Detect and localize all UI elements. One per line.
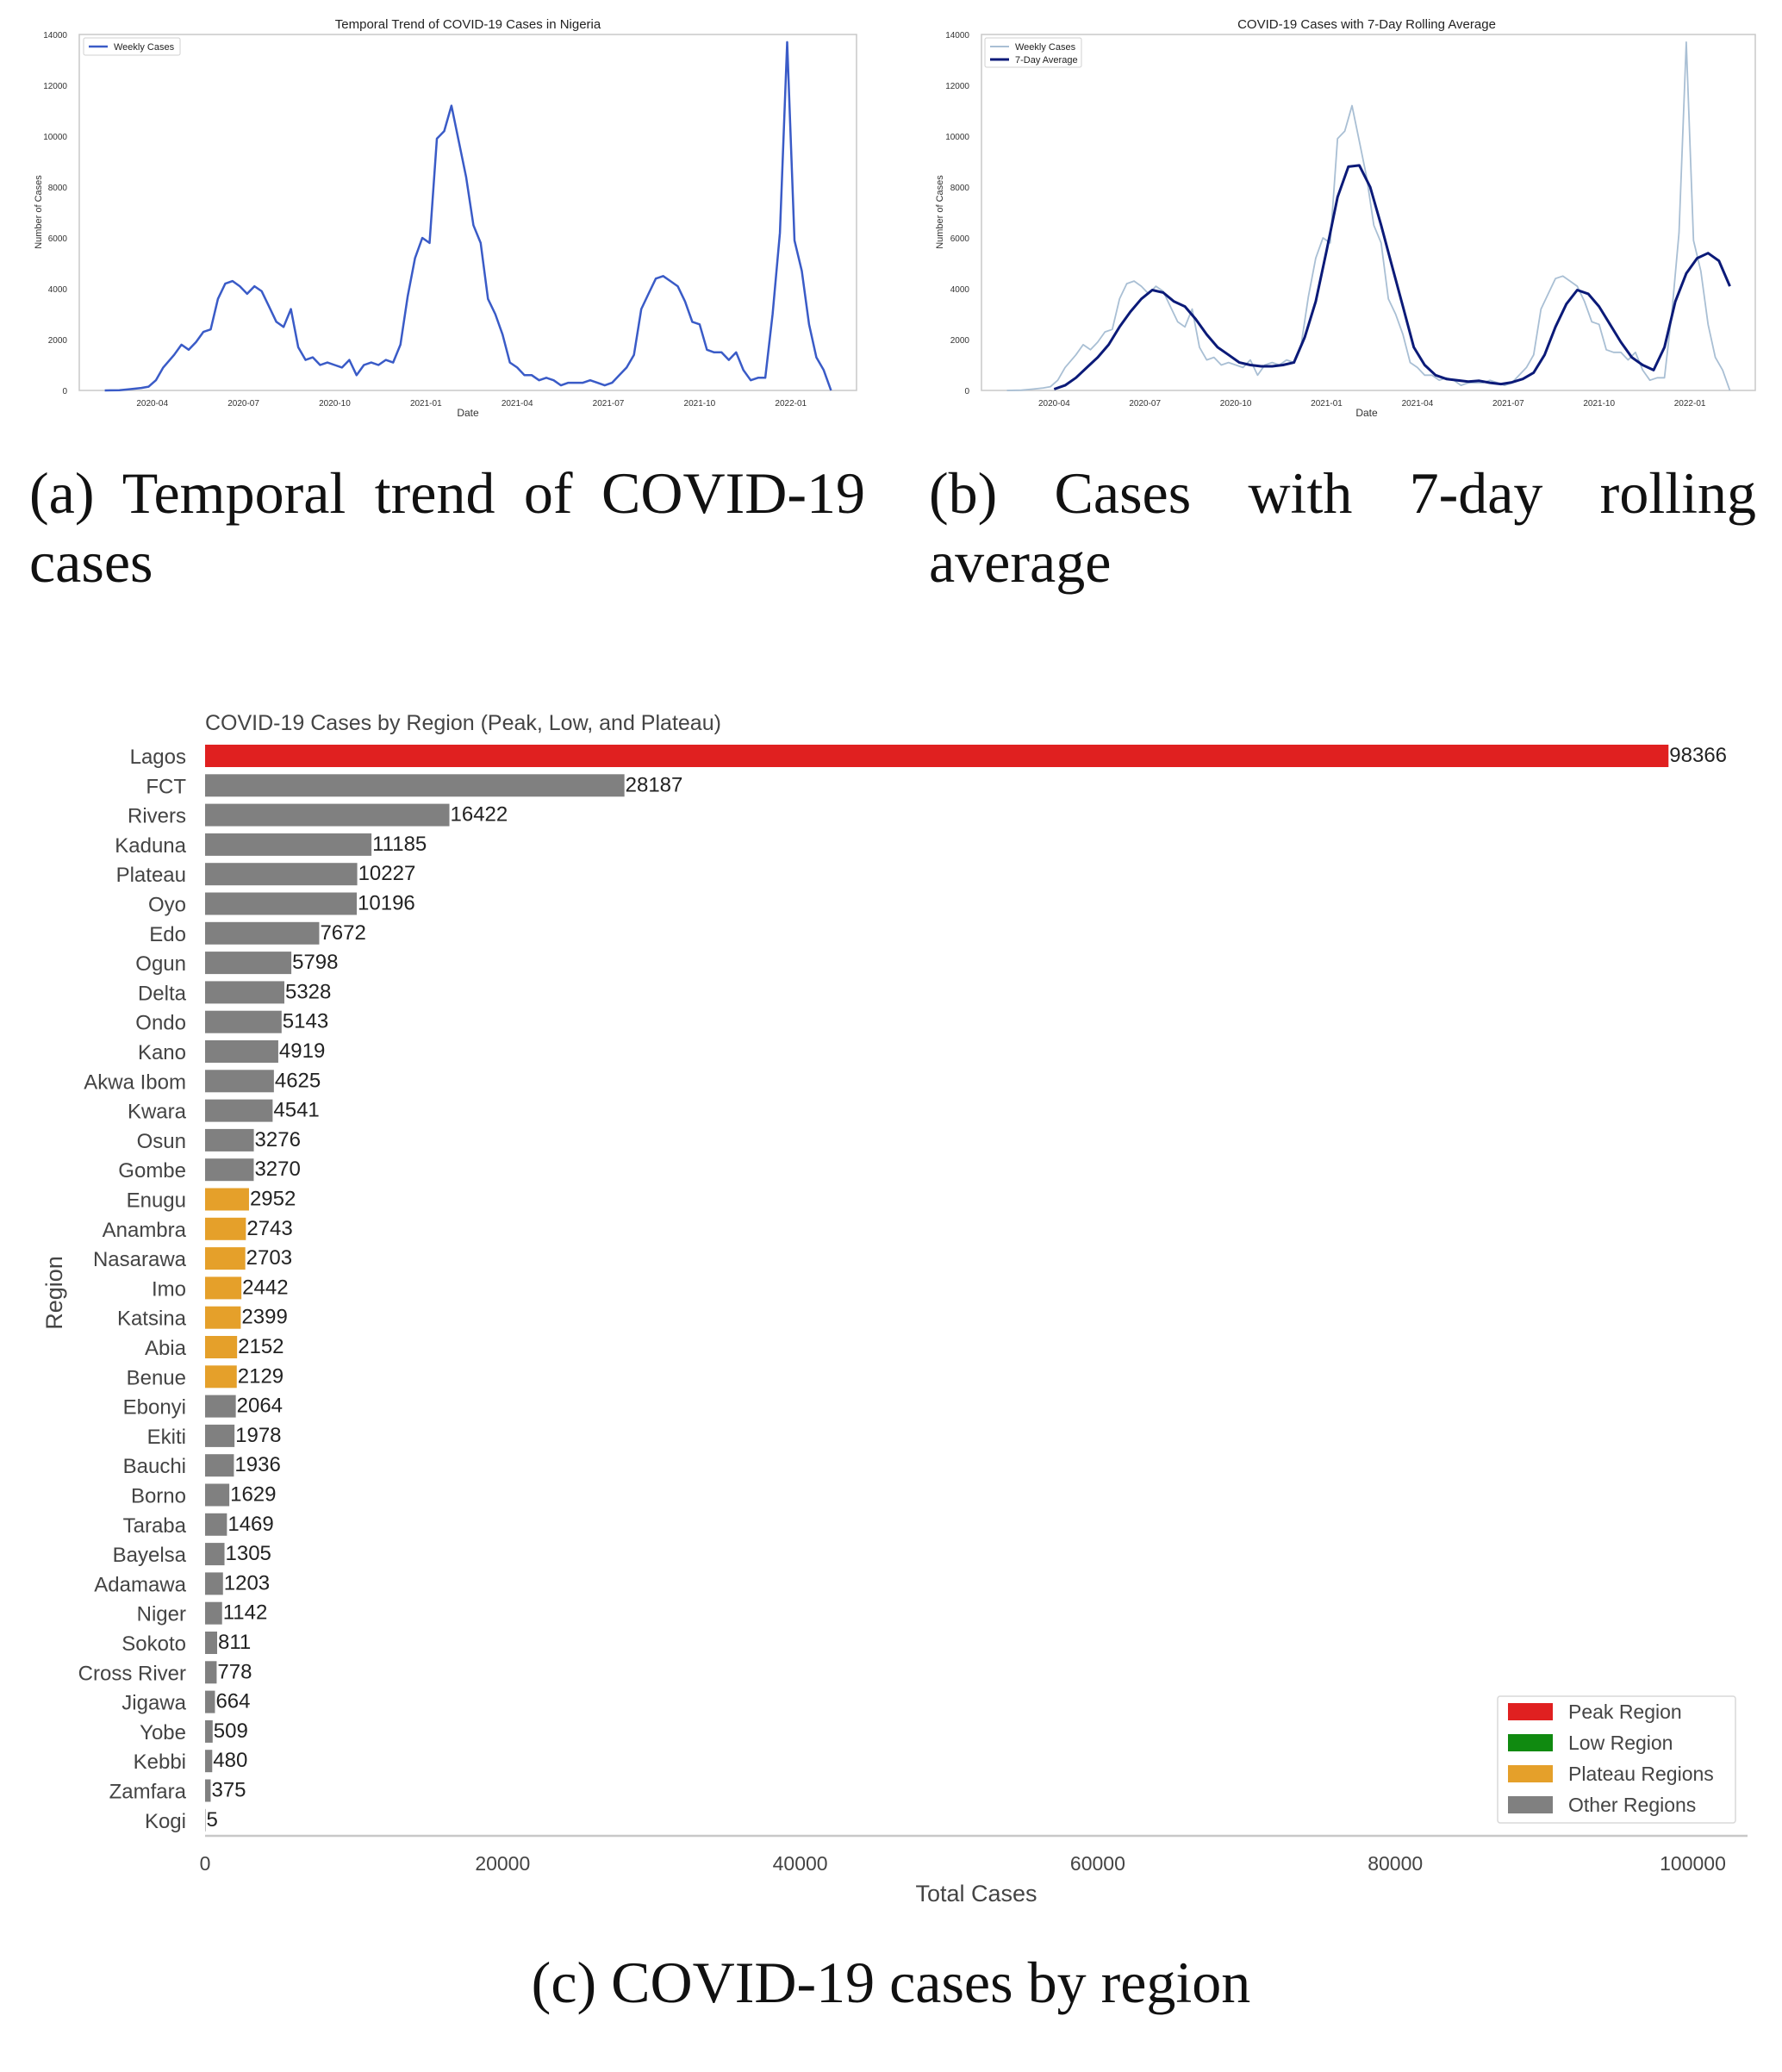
bar-cross-river — [205, 1661, 216, 1683]
category-label: Ondo — [135, 1011, 186, 1035]
bar-yobe — [205, 1720, 213, 1743]
series-line-weekly-cases — [1007, 42, 1730, 390]
category-label: Oyo — [147, 893, 186, 917]
value-label: 811 — [218, 1631, 252, 1654]
value-label: 7672 — [320, 921, 366, 945]
bar-kano — [205, 1040, 278, 1063]
x-tick-label: 2021-07 — [1492, 399, 1524, 409]
bar-enugu — [205, 1189, 249, 1211]
category-label: Kano — [137, 1041, 186, 1064]
chart-a — [34, 17, 857, 419]
category-label: Osun — [136, 1129, 186, 1153]
x-tick-label: 100000 — [1660, 1852, 1726, 1875]
value-label: 4919 — [278, 1039, 326, 1063]
value-label: 509 — [213, 1719, 248, 1743]
bar-abia — [205, 1336, 237, 1358]
x-tick-label: 2021-01 — [1311, 399, 1343, 409]
bar-bauchi — [205, 1454, 234, 1476]
value-label: 480 — [213, 1749, 248, 1773]
category-label: Gombe — [118, 1159, 186, 1183]
chart-b-y-ticks — [945, 31, 969, 396]
value-label: 3276 — [254, 1127, 301, 1151]
bar-anambra — [205, 1218, 246, 1240]
x-tick-label: 2022-01 — [1673, 399, 1706, 409]
bar-osun — [205, 1129, 254, 1151]
value-label: 2129 — [237, 1364, 284, 1389]
bar-ondo — [205, 1011, 282, 1033]
category-label: Zamfara — [109, 1780, 186, 1804]
bar-gombe — [205, 1158, 253, 1181]
category-label: Yobe — [140, 1720, 186, 1744]
category-label: Kwara — [127, 1100, 186, 1124]
value-label: 98366 — [1669, 744, 1728, 767]
chart-c-legend — [1498, 1696, 1735, 1823]
bar-kwara — [205, 1100, 272, 1122]
category-label: Kebbi — [133, 1751, 186, 1775]
y-tick-label: 8000 — [47, 184, 67, 193]
category-label: Taraba — [122, 1513, 186, 1538]
value-label: 1936 — [234, 1453, 281, 1477]
bar-nasarawa — [205, 1247, 246, 1270]
category-label: Abia — [144, 1337, 186, 1360]
chart-c-x-ticks — [200, 1852, 1726, 1875]
x-tick-label: 2021-10 — [1583, 399, 1616, 409]
y-tick-label: 0 — [964, 387, 969, 396]
value-label: 1469 — [227, 1512, 274, 1536]
legend-label-other: Other Regions — [1568, 1794, 1697, 1816]
category-label: Ebonyi — [122, 1395, 186, 1420]
x-tick-label: 2021-10 — [683, 399, 716, 409]
chart-c-ylabel: Region — [41, 1256, 67, 1330]
bar-kogi — [205, 1809, 206, 1832]
chart-b-legend-rolling-label: 7-Day Average — [1015, 55, 1078, 66]
category-label: Akwa Ibom — [84, 1070, 186, 1095]
y-tick-label: 10000 — [945, 133, 969, 142]
bar-ekiti — [205, 1425, 234, 1447]
y-tick-label: 10000 — [43, 133, 67, 142]
chart-c-title: COVID-19 Cases by Region (Peak, Low, and Plateau) — [205, 711, 721, 735]
x-tick-label: 2020-04 — [136, 399, 169, 409]
chart-c-bars — [205, 745, 1668, 1832]
value-label: 1629 — [230, 1482, 277, 1507]
legend-swatch-peak — [1508, 1703, 1553, 1720]
category-label: Kaduna — [115, 833, 186, 858]
x-tick-label: 2021-04 — [1401, 399, 1434, 409]
category-label: FCT — [146, 775, 186, 799]
category-label: Enugu — [126, 1189, 186, 1213]
series-line-rolling-average — [1054, 165, 1729, 390]
category-label: Anambra — [102, 1218, 186, 1242]
x-tick-label: 2021-01 — [409, 399, 442, 409]
y-tick-label: 0 — [62, 387, 67, 396]
chart-a-legend-weekly-label: Weekly Cases — [114, 42, 175, 53]
category-label: Bauchi — [122, 1455, 186, 1479]
bar-adamawa — [205, 1572, 223, 1595]
bar-zamfara — [205, 1780, 210, 1802]
x-tick-label: 2020-07 — [227, 399, 259, 409]
y-tick-label: 4000 — [47, 285, 67, 295]
category-label: Adamawa — [94, 1573, 186, 1597]
series-line-weekly-cases — [105, 42, 832, 390]
chart-b-legend-weekly-label: Weekly Cases — [1015, 42, 1076, 53]
category-label: Benue — [126, 1366, 186, 1390]
value-label: 10227 — [358, 862, 416, 886]
category-label: Delta — [137, 982, 186, 1006]
value-label: 375 — [211, 1778, 246, 1802]
value-label: 1978 — [235, 1423, 282, 1447]
value-label: 16422 — [450, 802, 508, 827]
y-tick-label: 14000 — [43, 31, 67, 41]
category-label: Rivers — [127, 804, 186, 828]
legend-swatch-plateau — [1508, 1765, 1553, 1782]
bar-kebbi — [205, 1750, 212, 1772]
bar-plateau — [205, 863, 358, 885]
chart-a-xlabel: Date — [457, 407, 479, 419]
category-label: Nasarawa — [92, 1248, 186, 1272]
x-tick-label: 2021-07 — [592, 399, 625, 409]
bar-fct — [205, 774, 625, 796]
chart-b-xlabel: Date — [1355, 407, 1378, 419]
y-tick-label: 12000 — [945, 82, 969, 91]
bar-jigawa — [205, 1691, 215, 1713]
value-label: 5 — [206, 1807, 218, 1832]
legend-label-peak: Peak Region — [1568, 1701, 1682, 1723]
y-tick-label: 8000 — [950, 184, 969, 193]
chart-c-xlabel: Total Cases — [915, 1881, 1037, 1907]
chart-b-frame — [981, 34, 1755, 390]
chart-a-legend — [84, 38, 180, 55]
category-label: Edo — [149, 922, 186, 946]
category-label: Ekiti — [146, 1425, 186, 1449]
value-label: 2952 — [249, 1187, 296, 1211]
value-label: 5143 — [282, 1009, 329, 1033]
value-label: 5328 — [284, 980, 332, 1004]
x-tick-label: 20000 — [475, 1852, 531, 1875]
bar-edo — [205, 922, 319, 945]
bar-kaduna — [205, 833, 371, 856]
x-tick-label: 2020-07 — [1129, 399, 1162, 409]
bar-niger — [205, 1602, 222, 1625]
x-tick-label: 80000 — [1368, 1852, 1424, 1875]
bar-oyo — [205, 893, 357, 915]
chart-b-title: COVID-19 Cases with 7-Day Rolling Average — [1237, 17, 1496, 32]
category-label: Lagos — [129, 746, 186, 769]
value-label: 1203 — [223, 1571, 271, 1595]
chart-c-category-labels — [78, 746, 187, 1833]
value-label: 5798 — [292, 951, 339, 975]
bar-bayelsa — [205, 1543, 225, 1565]
chart-c — [41, 711, 1748, 1907]
y-tick-label: 6000 — [47, 234, 67, 244]
value-label: 2152 — [238, 1335, 284, 1358]
legend-label-plateau: Plateau Regions — [1568, 1763, 1714, 1785]
y-tick-label: 12000 — [43, 82, 67, 91]
bar-katsina — [205, 1307, 240, 1329]
bar-borno — [205, 1484, 229, 1507]
y-tick-label: 2000 — [950, 336, 969, 346]
value-label: 1142 — [222, 1601, 268, 1625]
value-label: 4625 — [274, 1069, 321, 1093]
category-label: Bayelsa — [112, 1544, 186, 1568]
value-label: 2064 — [236, 1394, 284, 1418]
y-tick-label: 4000 — [950, 285, 969, 295]
x-tick-label: 0 — [199, 1852, 211, 1875]
legend-label-low: Low Region — [1568, 1732, 1673, 1754]
chart-b-ylabel: Number of Cases — [935, 175, 945, 249]
chart-b — [935, 17, 1755, 419]
bar-delta — [205, 981, 284, 1003]
value-label: 664 — [215, 1689, 251, 1713]
category-label: Cross River — [78, 1662, 186, 1686]
caption-b: (b) Cases with 7-day rolling average — [929, 460, 1756, 595]
x-tick-label: 60000 — [1069, 1852, 1125, 1875]
chart-a-y-ticks — [43, 31, 67, 396]
chart-a-ylabel: Number of Cases — [34, 175, 44, 249]
x-tick-label: 2020-10 — [319, 399, 351, 409]
category-label: Borno — [130, 1484, 186, 1508]
value-label: 778 — [217, 1660, 252, 1684]
category-label: Niger — [136, 1602, 186, 1626]
value-label: 2442 — [242, 1276, 289, 1300]
category-label: Sokoto — [122, 1632, 186, 1656]
x-tick-label: 2020-04 — [1037, 399, 1070, 409]
bar-imo — [205, 1276, 241, 1299]
chart-a-series — [105, 42, 832, 390]
legend-swatch-other — [1508, 1796, 1553, 1813]
chart-a-frame — [79, 34, 857, 390]
value-label: 2399 — [241, 1305, 288, 1329]
bar-taraba — [205, 1513, 227, 1536]
value-label: 1305 — [225, 1542, 271, 1566]
bar-lagos — [205, 745, 1668, 767]
category-label: Jigawa — [122, 1691, 186, 1715]
value-label: 2703 — [246, 1246, 293, 1270]
y-tick-label: 6000 — [950, 234, 969, 244]
y-tick-label: 2000 — [47, 336, 67, 346]
value-label: 2743 — [246, 1216, 293, 1240]
bar-benue — [205, 1365, 237, 1388]
category-label: Imo — [151, 1277, 186, 1301]
value-label: 11185 — [372, 832, 427, 856]
bar-ebonyi — [205, 1395, 236, 1418]
y-tick-label: 14000 — [945, 31, 969, 41]
x-tick-label: 2021-04 — [501, 399, 533, 409]
value-label: 3270 — [254, 1158, 301, 1182]
x-tick-label: 2022-01 — [775, 399, 807, 409]
x-tick-label: 40000 — [772, 1852, 828, 1875]
chart-b-series — [1007, 42, 1730, 390]
chart-a-title: Temporal Trend of COVID-19 Cases in Nigeria — [334, 17, 601, 32]
value-label: 10196 — [358, 891, 415, 915]
legend-swatch-low — [1508, 1734, 1553, 1751]
value-label: 28187 — [625, 773, 683, 797]
bar-ogun — [205, 952, 291, 974]
chart-c-value-labels — [207, 744, 1728, 1832]
category-label: Katsina — [116, 1307, 186, 1331]
caption-a: (a) Temporal trend of COVID-19 cases — [29, 460, 865, 595]
category-label: Kogi — [144, 1809, 186, 1833]
bar-sokoto — [205, 1632, 217, 1654]
chart-b-legend — [985, 38, 1081, 67]
category-label: Ogun — [135, 952, 186, 977]
bar-rivers — [205, 804, 450, 827]
x-tick-label: 2020-10 — [1219, 399, 1252, 409]
value-label: 4541 — [273, 1098, 320, 1122]
caption-c: (c) COVID-19 cases by region — [531, 1950, 1251, 2015]
bar-akwa-ibom — [205, 1070, 274, 1092]
category-label: Plateau — [115, 864, 186, 888]
